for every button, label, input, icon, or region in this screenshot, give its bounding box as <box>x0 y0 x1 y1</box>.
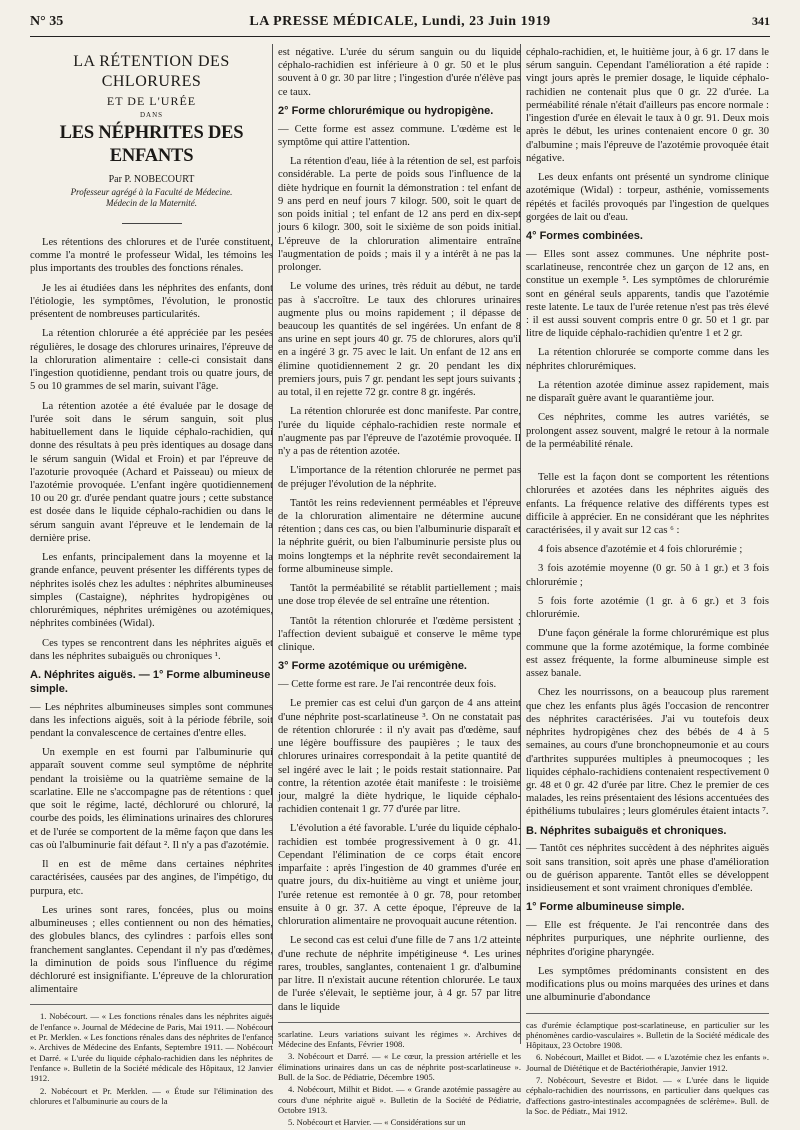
paragraph: — Cette forme est assez commune. L'œdème est le symptôme qui attire l'attention. <box>278 123 521 148</box>
footnote: 2. Nobécourt et Pr. Merklen. — « Étude sur l'élimination des chlorures et l'albuminurie au cours de la <box>30 1085 273 1106</box>
footnote: scarlatine. Leurs variations suivant les régimes ». Archives de Médecine des Enfants, Février 1908. <box>278 1028 521 1050</box>
footnote: 1. Nobécourt. — « Les fonctions rénales dans les néphrites aiguës de l'enfance ». Journal de Médecine de Paris, Mai 1911. — Nobécourt et Pr. Merklen. « Les fonctions rénales dans des néphrites de l'enfance ». Archives de Médecine des Enfants, Septembre 1911. — Nobécourt et Darré. « L'urée du liquide céphalo-rachidien dans les néphrites de l'enfance ». Bulletin de la Société médicale des Hôpitaux, 12 Janvier 1912. <box>30 1011 273 1084</box>
paragraph: D'une façon générale la forme chlorurémique est plus commune que la forme azotémique, la forme combinée est assez fréquente, la forme albumineuse simple est assez banale. <box>526 628 769 680</box>
paragraph: Les deux enfants ont présenté un syndrome clinique azotémique (Widal) : torpeur, asthénie, vomissements répétés et facilés provoqués par l'ingestion de quelques gorgées de lait ou d'eau. <box>526 172 769 223</box>
running-head <box>30 14 770 38</box>
paragraph: — Les néphrites albumineuses simples sont communes dans les infections aiguës, soit à la période fébrile, soit pendant la convalescence de certaines d'entre elles. <box>30 701 273 739</box>
paragraph: Ces néphrites, comme les autres variétés, se prolongent assez souvent, malgré le retour à la normale de la perméabilité rénale. <box>526 412 769 450</box>
paragraph: Il en est de même dans certaines néphrites caractérisées, causées par des angines, de l'impétigo, du purpura, etc. <box>30 859 273 897</box>
footnotes <box>30 1004 273 1106</box>
paragraph: Tantôt la rétention chlorurée et l'œdème persistent ; l'affection devient subaiguë et conserve le même type clinique. <box>278 615 521 654</box>
paragraph: — Tantôt ces néphrites succèdent à des néphrites aiguës soit sans transition, soit après une phase d'amélioration ou de guérison apparente. Tantôt elles se développent insidieusement et sont vraiment chroniques d'emblée. <box>526 843 769 895</box>
footnote: 7. Nobécourt, Sevestre et Bidot. — « L'urée dans le liquide céphalo-rachidien des nourrissons, en particulier dans quelques cas d'affections gastro-intestinales accompagnées de sclérème». Bull. de la Soc. de Pédiatr., Mai 1912. <box>526 1075 769 1117</box>
footnote: 4. Nobécourt, Milhit et Bidot. — « Grande azotémie passagère au cours d'une néphrite aiguë ». Bulletin de la Société de Pédiatrie, Octobre 1913. <box>278 1084 521 1115</box>
paragraph: Un exemple en est fourni par l'albuminurie qui apparaît souvent comme seul symptôme de néphrite pendant la troisième ou la quatrième semaine de la scarlatine. Elle ne s'accompagne pas de rétentions : quel que soit le régime, lacté, déchloruré ou chloruré, la courbe des poids, les éliminations urinaires des chlorures et de l'urée se comportent de la même façon que dans les cas où l'albuminurie fait défaut ². Il n'y a pas d'azotémie. <box>30 747 273 851</box>
paragraph: Tantôt les reins redeviennent perméables et l'épreuve de la chloruration alimentaire ne détermine aucune rétention ; dans ces cas, ou bien l'albuminurie disparaît et la néphrite guérit, ou bien l'albuminurie persiste plus ou moins longtemps et la néphrite revêt secondairement la forme albumineuse simple. <box>278 497 521 575</box>
journal-title: LA PRESSE MÉDICALE, Lundi, 23 Juin 1919 <box>249 14 551 29</box>
paragraph: L'importance de la rétention chlorurée ne permet pas de préjuger l'évolution de la néphrite. <box>278 465 521 490</box>
footnotes <box>526 1013 769 1117</box>
section-heading: 2° Forme chlorurémique ou hydropigène. <box>278 104 494 117</box>
section-heading: B. Néphrites subaiguës et chroniques. <box>526 824 727 837</box>
paragraph: Ces types se rencontrent dans les néphrites aiguës et dans les néphrites subaiguës ou chroniques ¹. <box>30 637 273 662</box>
spacer <box>526 457 769 471</box>
paragraph: Tantôt la perméabilité se rétablit partiellement ; mais une dose trop élevée de sel entraîne une rétention. <box>278 583 521 608</box>
paragraph: Les enfants, principalement dans la moyenne et la grande enfance, peuvent présenter les différents types de néphrites isolés chez les adultes : néphrites albumineuses simples (Castaigne), néphrites hydropigènes ou chlorurémiques, néphrites urémigènes ou azotémiques, néphrites combinées (Widal). <box>30 552 273 630</box>
paragraph: Les urines sont rares, foncées, plus ou moins albumineuses ; elles contiennent ou non des hématies, des globules blancs, des cylindres : parfois elles sont franchement sanglantes. Cependant il n'y pas d'œdèmes, la diminution de poids sous l'influence du régime déchloruré est insignifiante. L'épreuve de la chloruration alimentaire <box>30 904 273 996</box>
section-heading: 4° Formes combinées. <box>526 230 643 243</box>
section-heading: 1° Forme albumineuse simple. <box>526 901 685 914</box>
paragraph: Je les ai étudiées dans les néphrites des enfants, dont l'étiologie, les symptômes, l'évolution, le pronostic présentent de nombreuses particularités. <box>30 282 273 321</box>
article-title-block <box>30 52 273 224</box>
paragraph: 4 fois absence d'azotémie et 4 fois chlorurémie ; <box>538 544 743 556</box>
footnotes <box>278 1022 521 1128</box>
paragraph: Le volume des urines, très réduit au début, ne tarde pas à s'accroître. Le taux des chlorures urinaires augmente plus ou moins rapidement ; il dépasse de beaucoup les quantités de sel ingérées. Un enfant de 8 ans urine en sept jours 40 gr. 75 de chlorures, alors qu'il en a ingéré 3 gr. 75 avec le lait. Un enfant de 12 ans en élimine quotidiennement 2 gr. 20 pendant les dix premiers jours, puis 7 gr. pendant les sept jours suivants ; au total, il en rejette 72 gr. contre 8 gr. ingérés. <box>278 281 521 399</box>
article-title: LES NÉPHRITES DES ENFANTS <box>59 122 244 166</box>
header-rule <box>30 36 770 37</box>
column-2 <box>278 46 521 1130</box>
paragraph: — Elle est fréquente. Je l'ai rencontrée dans des néphrites purpuriques, une néphrite ourlienne, des néphrites d'origine pharyngée. <box>526 920 769 958</box>
paragraph: — Cette forme est rare. Je l'ai rencontrée deux fois. <box>278 679 497 691</box>
paragraph: 5 fois forte azotémie (1 gr. à 6 gr.) et 3 fois chlorurémie. <box>526 595 769 621</box>
paragraph: Les symptômes prédominants consistent en des modifications plus ou moins marquées des urines et dans une albuminurie d'abondance <box>526 965 769 1004</box>
affiliation: Professeur agrégé à la Faculté de Médecine. <box>70 186 233 197</box>
paragraph: Le second cas est celui d'une fille de 7 ans 1/2 atteinte d'une rechute de néphrite impétigineuse ⁴. Les urines rares, troubles, sanglantes, contenaient 1 gr. d'albumine par litre. Il n'existait aucune rétention chlorurée. Le taux de l'urée s'élevait, le septième jour, à 4 gr. 57 par litre dans le liquide <box>278 935 521 1013</box>
page-number: 341 <box>752 14 770 28</box>
issue-number: N° 35 <box>30 14 64 29</box>
paragraph: La rétention azotée a été évaluée par le dosage de l'urée soit dans le sérum sanguin, soit plus habituellement dans le liquide céphalo-rachidien, qui donne des résultats à peu près identiques au dosage dans le sérum sanguin (Widal et Froin) et par l'épreuve de l'azoturie provoquée (Achard et Paisseau) ou mieux de l'azotémie provoquée. L'enfant ingère quotidiennement 10 ou 20 gr. d'urée pendant quatre jours ; cette substance est dosée dans le liquide céphalo-rachidien ou dans le sérum sanguin avant l'épreuve et le lendemain de la dernière prise. <box>30 400 273 544</box>
paragraph: La rétention chlorurée est donc manifeste. Par contre, l'urée du liquide céphalo-rachidien reste normale et n'augmente pas par l'épreuve de l'azotémie provoquée. Il n'y a pas de rétention azotée. <box>278 406 521 458</box>
footnote: 5. Nobécourt et Harvier. — « Considérations sur un <box>288 1117 466 1128</box>
footnote: cas d'urémie éclamptique post-scarlatineuse, en particulier sur les phénomènes cardio-vasculaires ». Bulletin de la Société médicale des Hôpitaux, 23 Octobre 1908. <box>526 1019 769 1051</box>
column-1 <box>30 46 273 1108</box>
paragraph: La rétention chlorurée se comporte comme dans les néphrites chlorurémiques. <box>526 347 769 372</box>
section-heading: 3° Forme azotémique ou urémigène. <box>278 660 467 673</box>
title-rule <box>122 223 182 224</box>
paragraph: La rétention chlorurée a été appréciée par les pesées régulières, le dosage des chlorures urinaires, l'épreuve de la chloruration alimentaire : celle-ci consistait dans l'ingestion quotidienne, pendant trois ou quatre jours, de 5 ou 10 grammes de sel marin, suivant l'âge. <box>30 328 273 393</box>
section-heading: A. Néphrites aiguës. — 1° Forme albumineuse simple. <box>30 669 271 695</box>
paragraph: La rétention d'eau, liée à la rétention de sel, est parfois considérable. La perte de poids sous l'influence de la diète hydrique en fournit la démonstration : tel enfant de 9 ans perd en neuf jours 7 kilogr. 500, soit le quart de son poids initial ; tel enfant de 12 ans perd en dix-sept jours 6 kilogr. 300, soit le sixième de son poids initial. L'épreuve de la chloruration alimentaire entraîne l'augmentation de poids ; mais il y a intérêt à ne pas la prolonger. <box>278 156 521 274</box>
title-line: ET DE L'URÉE <box>106 94 197 108</box>
paragraph: Chez les nourrissons, on a beaucoup plus rarement que chez les enfants plus âgés l'occasion de rencontrer des néphrites caractérisées. J'ai vu toutefois deux néphrites hydropigènes chez des bébés de 4 à 5 semaines, au cours d'une bronchopneumonie et au cours d'arthrites suppurées multiples à pneumocoques ; les liquides céphalo-rachidiens contenaient respectivement 0 gr. 48 et 0 gr. 42 d'urée par litre. Chez le premier de ces malades, les reins présentaient des lésions accentuées des épithéliums tubulaires ; leurs glomérules étaient intacts ⁷. <box>526 687 769 818</box>
paragraph: — Elles sont assez communes. Une néphrite post-scarlatineuse, rencontrée chez un garçon de 12 ans, en constitue un exemple ⁵. Les symptômes de chlorurémie sont en général seuls apparents, tandis que l'azotémie reste latente. Le taux de l'urée retenue n'est pas très élevé : il est aussi souvent compris entre 0 gr. 50 et 1 gr. par litre de liquide céphalo-rachidien qu'entre 1 et 2 gr. <box>526 248 769 340</box>
paragraph: L'évolution a été favorable. L'urée du liquide céphalo-rachidien est tombée progressivement à 0 gr. 41. Cependant l'élimination de ce corps était encore imparfaite : après l'ingestion de 40 grammes d'urée en quatre jours, du dix-huitième au vingt et unième jour, l'urée retenue est remontée à 0 gr. 78, pour retomber ensuite à 0 gr. 37. A cette époque, l'épreuve de la chloruration alimentaire ne provoquait aucune rétention. <box>278 823 521 928</box>
paragraph: Telle est la façon dont se comportent les rétentions chlorurées et azotées dans les néphrites aiguës des enfants. La fréquence relative des différents types est difficile à apprécier. En ne considérant que les néphrites caractérisées, il y avait sur 12 cas ⁶ : <box>526 472 769 537</box>
paragraph: Les rétentions des chlorures et de l'urée constituent, comme l'a montré le professeur Widal, les témoins les plus importants des troubles des fonctions rénales. <box>30 237 273 275</box>
paragraph: La rétention azotée diminue assez rapidement, mais ne disparaît guère avant le quarantième jour. <box>526 379 769 405</box>
title-line: LA RÉTENTION DES CHLORURES <box>73 53 230 90</box>
author: Par P. NOBECOURT <box>108 174 195 185</box>
paragraph: 3 fois azotémie moyenne (0 gr. 50 à 1 gr.) et 3 fois chlorurémie ; <box>526 563 769 588</box>
footnote: 3. Nobécourt et Darré. — « Le cœur, la pression artérielle et les éliminations urinaires dans un cas de néphrite post-scarlatineuse ». Bull. de la Soc. de Pédiatrie, Décembre 1905. <box>278 1051 521 1082</box>
paragraph: Le premier cas est celui d'un garçon de 4 ans atteint d'une néphrite post-scarlatineuse ³. On ne constatait pas de rétention chlorurée : il n'y avait pas d'œdème, sauf une légère bouffissure des paupières ; le taux des chlorures urinaires correspondait à la petite quantité de sel ingéré avec le lait ; le poids restait stationnaire. Par contre, la rétention azotée était manifeste : le troisième jour, malgré la diète hydrique, le liquide céphalo-rachidien contenait 1 gr. 77 d'urée par litre. <box>278 698 521 816</box>
affiliation: Médecin de la Maternité. <box>106 197 197 208</box>
title-line: DANS <box>139 111 164 119</box>
paragraph: est négative. L'urée du sérum sanguin ou du liquide céphalo-rachidien est inférieure à 0 gr. 50 et le plus souvent à 0 gr. 30 par litre ; l'ingestion d'urée n'élève pas ce taux. <box>278 47 521 98</box>
column-3 <box>526 46 769 1118</box>
footnote: 6. Nobécourt, Maillet et Bidot. — « L'azotémie chez les enfants ». Journal de Diététique et de Bactériothérapie, Janvier 1912. <box>526 1052 769 1073</box>
paragraph: céphalo-rachidien, et, le huitième jour, à 6 gr. 17 dans le sérum sanguin. Cependant l'amélioration a été rapide : vingt jours après le premier dosage, le liquide céphalo-rachidien ne contenait plus que 0 gr. 22 d'urée. La perméabilité rénale n'était d'ailleurs pas encore normale : l'ingestion d'urée en élevait le taux à 0 gr. 91. Deux mois après le début, les urines contenaient encore 0 gr. 30 d'albumine ; mais l'épreuve de l'azotémie provoquée était négative. <box>526 47 769 164</box>
